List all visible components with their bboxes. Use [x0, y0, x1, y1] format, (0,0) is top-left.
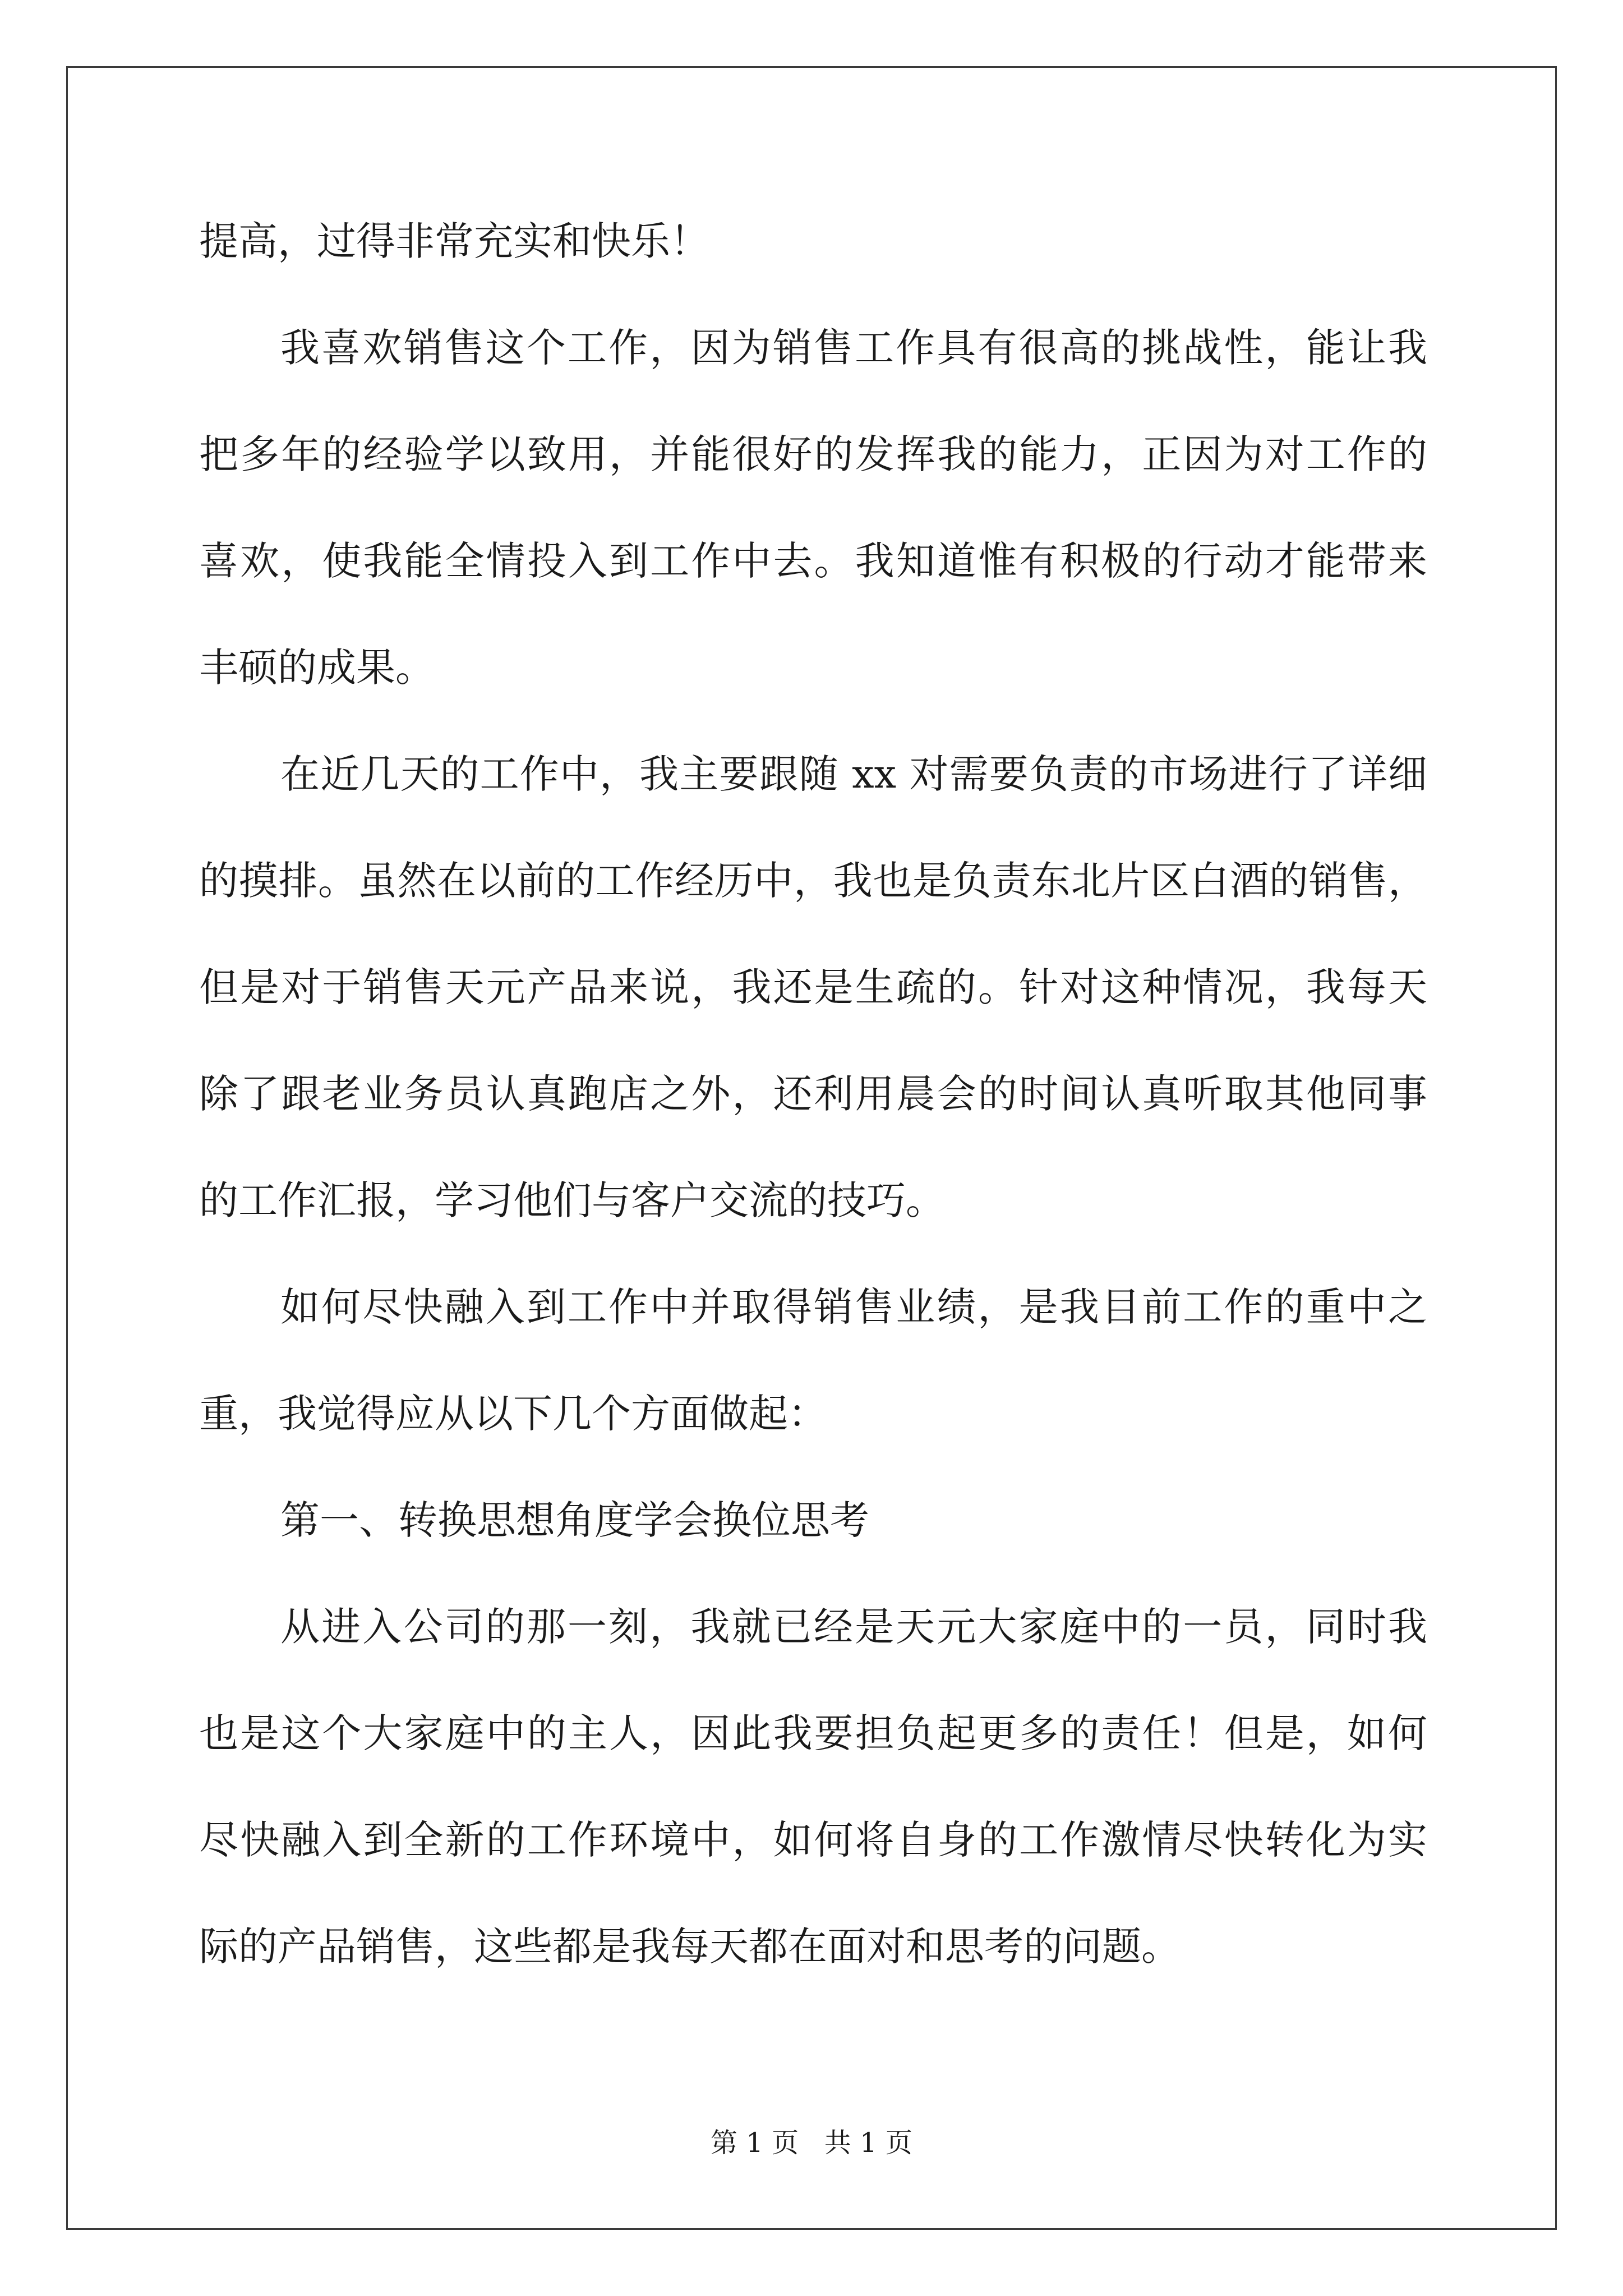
text-line: 除了跟老业务员认真跑店之外，还利用晨会的时间认真听取其他同事 — [199, 1071, 1427, 1117]
text-line: 第一、转换思想角度学会换位思考 — [280, 1497, 869, 1543]
text-line: 丰硕的成果。 — [199, 645, 435, 691]
text-line: 的工作汇报，学习他们与客户交流的技巧。 — [199, 1177, 945, 1223]
text-line: 尽快融入到全新的工作环境中，如何将自身的工作激情尽快转化为实 — [199, 1817, 1427, 1863]
text-line: 的摸排。虽然在以前的工作经历中，我也是负责东北片区白酒的销售， — [199, 858, 1427, 904]
page-footer — [0, 2126, 1623, 2160]
text-line: 际的产品销售，这些都是我每天都在面对和思考的问题。 — [199, 1924, 1181, 1970]
text-line: 也是这个大家庭中的主人，因此我要担负起更多的责任！但是，如何 — [199, 1710, 1427, 1756]
page-total: 共 1 页 — [824, 2127, 912, 2159]
text-line: 我喜欢销售这个工作，因为销售工作具有很高的挑战性，能让我 — [280, 325, 1427, 371]
text-line: 重，我觉得应从以下几个方面做起： — [199, 1391, 827, 1437]
text-line: 如何尽快融入到工作中并取得销售业绩，是我目前工作的重中之 — [280, 1284, 1427, 1330]
text-line: 在近几天的工作中，我主要跟随 xx 对需要负责的市场进行了详细 — [280, 751, 1427, 797]
text-line: 从进入公司的那一刻，我就已经是天元大家庭中的一员，同时我 — [280, 1604, 1427, 1650]
text-line: 把多年的经验学以致用，并能很好的发挥我的能力，正因为对工作的 — [199, 431, 1427, 477]
page-number: 第 1 页 — [711, 2127, 799, 2159]
text-line: 但是对于销售天元产品来说，我还是生疏的。针对这种情况，我每天 — [199, 964, 1427, 1010]
page-border — [66, 66, 1557, 2230]
text-line: 喜欢，使我能全情投入到工作中去。我知道惟有积极的行动才能带来 — [199, 538, 1427, 584]
text-line: 提高，过得非常充实和快乐！ — [199, 218, 709, 264]
